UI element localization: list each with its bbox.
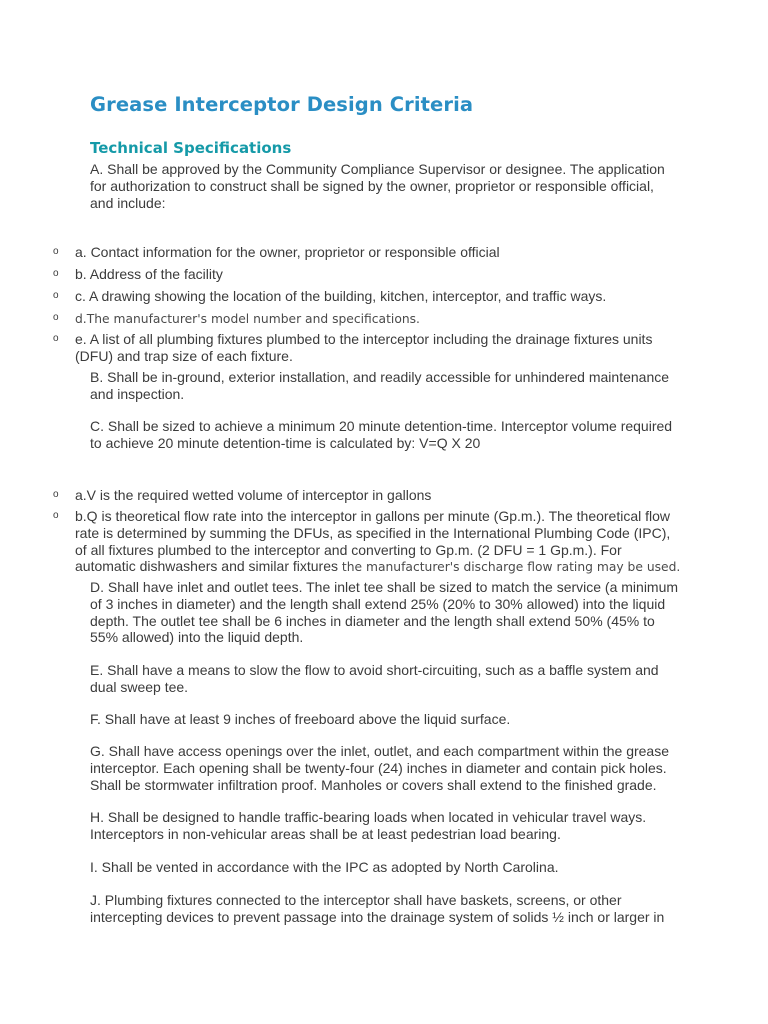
bullet-icon: o [53,510,59,521]
list-item-text: e. A list of all plumbing fixtures plumbed to the interceptor including the drainage fixtures units (DFU) and trap size of each fixture. [75,331,653,364]
list-item-text: c. A drawing showing the location of the building, kitchen, interceptor, and traffic ways. [75,288,607,304]
bullet-icon: o [53,312,59,323]
paragraph-i: I. Shall be vented in accordance with the IPC as adopted by North Carolina. [90,859,559,875]
section-heading: Technical Specifications [90,139,292,157]
list-item-text-main: b.Q is theoretical flow rate into the interceptor in gallons per minute (Gp.m.). The theoretical flow rate is determined by summing the DFUs, as specified in the International Plumbing Code (IPC), of all fixtures plumbed to the interceptor and converting to Gp.m. (2 DFU = 1 Gp.m.). For automatic dishwashers and similar fixtures [75,508,671,575]
list-item-text: b. Address of the facility [75,266,223,282]
list-item-text: d.The manufacturer's model number and specifications. [75,312,420,326]
paragraph-g: G. Shall have access openings over the inlet, outlet, and each compartment within the grease interceptor. Each opening shall be twenty-four (24) inches in diameter and contain pick holes. Shall be stormwater infiltration proof. Manholes or covers shall extend to the finished grade. [90,743,670,793]
paragraph-d: D. Shall have inlet and outlet tees. The inlet tee shall be sized to match the service (a minimum of 3 inches in diameter) and the length shall extend 25% (20% to 30% allowed) into the liquid depth. The outlet tee shall be 6 inches in diameter and the length shall extend 50% (45% to 55% allowed) into the liquid depth. [90,579,679,646]
paragraph-a: A. Shall be approved by the Community Compliance Supervisor or designee. The application for authorization to construct shall be signed by the owner, proprietor or responsible official, and include: [90,161,665,211]
paragraph-h: H. Shall be designed to handle traffic-bearing loads when located in vehicular travel ways. Interceptors in non-vehicular areas shall be at least pedestrian load bearing. [90,809,647,842]
paragraph-j: J. Plumbing fixtures connected to the interceptor shall have baskets, screens, or other intercepting devices to prevent passage into the drainage system of solids ½ inch or larger in [90,892,665,925]
paragraph-c: C. Shall be sized to achieve a minimum 20 minute detention-time. Interceptor volume required to achieve 20 minute detention-time is calculated by: V=Q X 20 [90,418,673,451]
bullet-icon: o [53,246,59,257]
document-title: Grease Interceptor Design Criteria [90,93,474,116]
list-item-text: a.V is the required wetted volume of interceptor in gallons [75,487,432,503]
list-item-text: a. Contact information for the owner, proprietor or responsible official [75,244,500,260]
paragraph-e: E. Shall have a means to slow the flow to avoid short-circuiting, such as a baffle system and dual sweep tee. [90,662,659,695]
list-item-text [75,508,683,576]
bullet-icon: o [53,268,59,279]
paragraph-b: B. Shall be in-ground, exterior installation, and readily accessible for unhindered maintenance and inspection. [90,369,670,402]
bullet-icon: o [53,290,59,301]
paragraph-f: F. Shall have at least 9 inches of freeboard above the liquid surface. [90,711,511,727]
list-item-text-tail: the manufacturer's discharge flow rating may be used. [338,560,681,575]
bullet-icon: o [53,333,59,344]
bullet-icon: o [53,489,59,500]
